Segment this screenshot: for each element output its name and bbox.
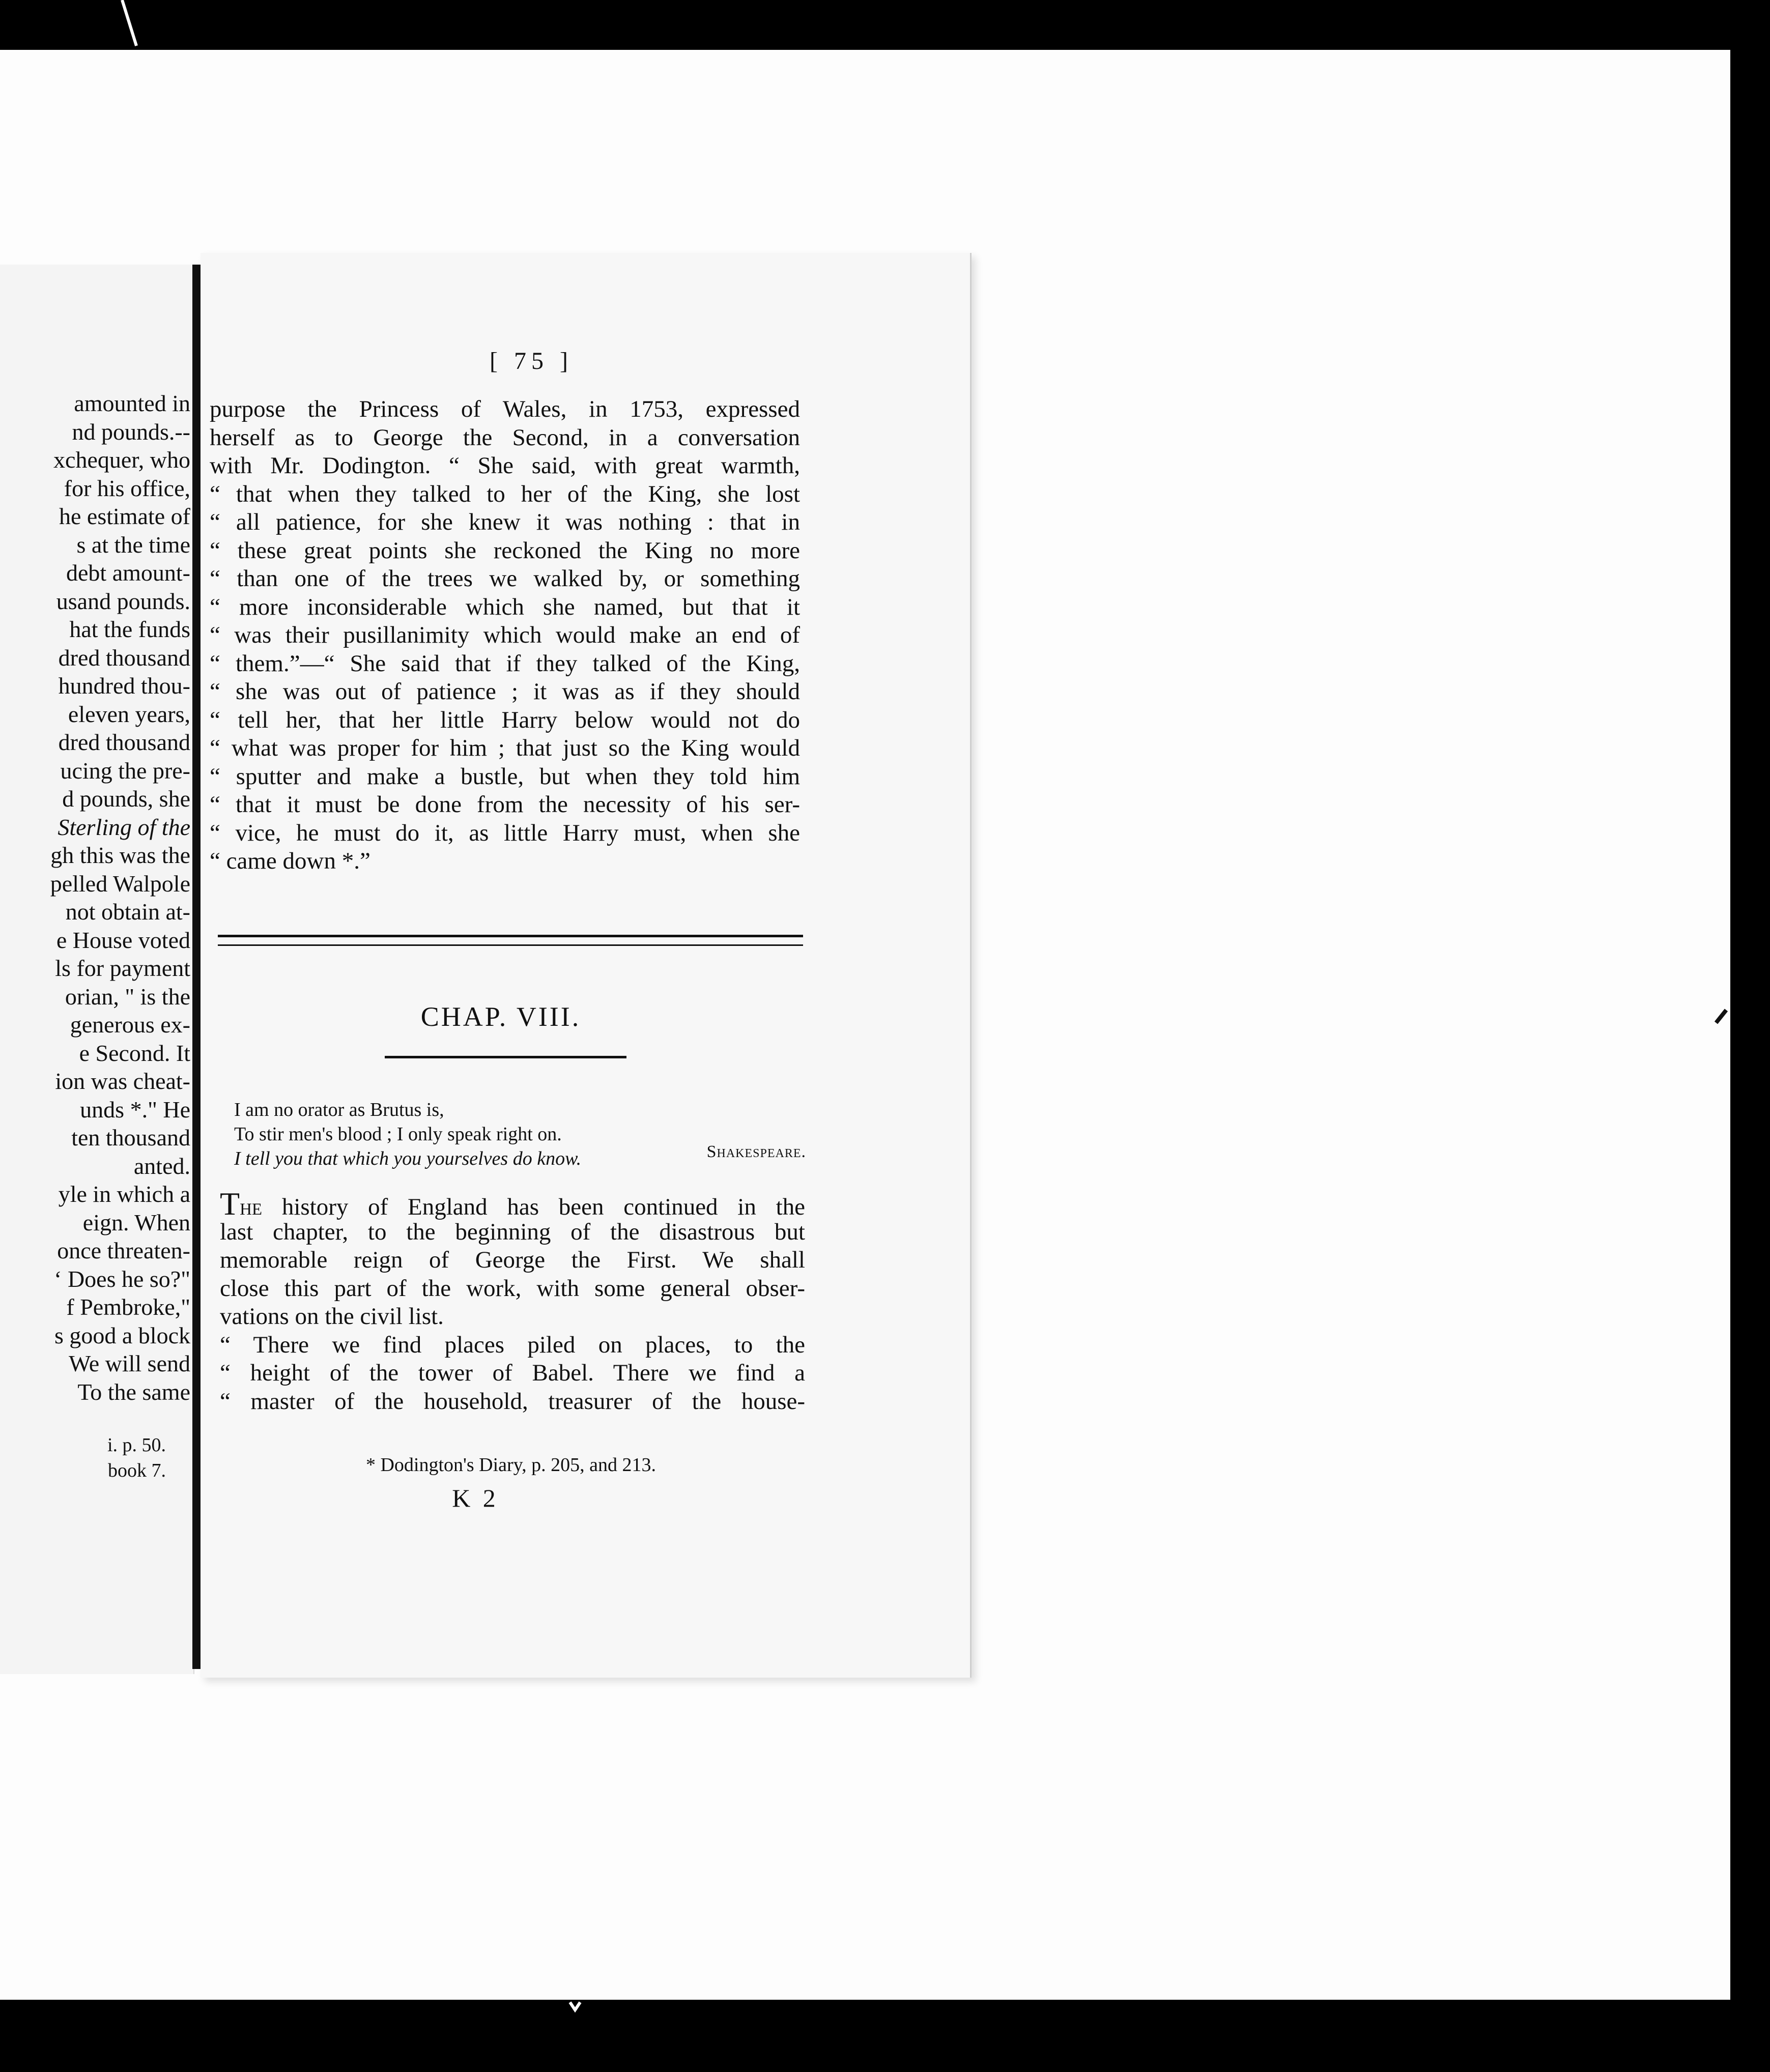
epigraph-line: To stir men's blood ; I only speak right on. bbox=[234, 1124, 562, 1145]
text-line: unds *." He bbox=[80, 1096, 190, 1123]
left-page-text bbox=[7, 389, 190, 1406]
text-line: gh this was the bbox=[50, 842, 190, 868]
footnote: * Dodington's Diary, p. 205, and 213. bbox=[365, 1454, 656, 1476]
text-line: “ was their pusillanimity which would make an end of bbox=[210, 622, 800, 648]
text-line: e House voted bbox=[56, 927, 190, 953]
chapter-text bbox=[220, 1186, 805, 1416]
text-line: ls for payment bbox=[55, 955, 190, 981]
text-line: generous ex- bbox=[70, 1012, 190, 1038]
text-line: “ she was out of patience ; it was as if they should bbox=[210, 678, 800, 705]
text-line: herself as to George the Second, in a conversation bbox=[210, 424, 800, 451]
text-line: for his office, bbox=[64, 475, 190, 501]
signature-mark: K 2 bbox=[452, 1484, 499, 1512]
epigraph-attribution: Shakespeare. bbox=[706, 1142, 806, 1161]
text-line: “ all patience, for she knew it was nothing : that in bbox=[210, 509, 800, 535]
text-line: e Second. It bbox=[79, 1040, 190, 1066]
text-line: ucing the pre- bbox=[60, 757, 190, 784]
text-line: last chapter, to the beginning of the disastrous but bbox=[220, 1218, 805, 1245]
text-line: “ sputter and make a bustle, but when they told him bbox=[210, 763, 800, 790]
text-line: eleven years, bbox=[68, 701, 190, 727]
text-line: dred thousand bbox=[58, 644, 190, 671]
small-caps-word: he bbox=[240, 1194, 263, 1220]
footnote-line: book 7. bbox=[108, 1460, 166, 1481]
right-page bbox=[201, 253, 972, 1678]
scan-border-top bbox=[0, 0, 1770, 50]
epigraph-line: I tell you that which you yourselves do know. bbox=[234, 1148, 582, 1169]
text-line: We will send bbox=[68, 1350, 190, 1376]
text-line: pelled Walpole bbox=[50, 870, 190, 897]
text-line: memorable reign of George the First. We shall bbox=[220, 1247, 805, 1273]
text-line: debt amount- bbox=[66, 560, 190, 586]
text-line: “ vice, he must do it, as little Harry must, when she bbox=[210, 819, 800, 846]
drop-cap: T bbox=[220, 1186, 240, 1222]
epigraph-line: I am no orator as Brutus is, bbox=[234, 1099, 444, 1120]
section-divider-rule bbox=[218, 935, 803, 946]
text-line: s good a block bbox=[54, 1322, 190, 1348]
text-line: “ tell her, that her little Harry below would not do bbox=[210, 706, 800, 733]
text-line: “ them.”—“ She said that if they talked of the King, bbox=[210, 650, 800, 677]
text-line: “ that it must be done from the necessity of his ser- bbox=[210, 791, 800, 818]
text-line: dred thousand bbox=[58, 729, 190, 755]
left-facing-page bbox=[0, 265, 194, 1674]
text-line: f Pembroke," bbox=[66, 1294, 190, 1320]
chapter-heading: CHAP. VIII. bbox=[420, 1001, 581, 1032]
text-line: “ height of the tower of Babel. There we find a bbox=[220, 1360, 805, 1386]
text-line: ten thousand bbox=[71, 1125, 190, 1150]
text-line: “ than one of the trees we walked by, or something bbox=[210, 565, 800, 592]
text-line: orian, " is the bbox=[65, 983, 190, 1010]
text-line: “ There we find places piled on places, to the bbox=[220, 1331, 805, 1358]
text-line: “ came down *.” bbox=[210, 848, 370, 874]
text-line: “ master of the household, treasurer of the house- bbox=[220, 1388, 805, 1415]
text-line bbox=[220, 1186, 805, 1222]
book-gutter bbox=[192, 265, 201, 1669]
text-line: “ more inconsiderable which she named, but that it bbox=[210, 593, 800, 620]
text-line: “ these great points she reckoned the King no more bbox=[210, 537, 800, 564]
text-line: amounted in bbox=[74, 390, 190, 416]
epigraph bbox=[234, 1098, 651, 1171]
text-line: ion was cheat- bbox=[55, 1068, 190, 1094]
text-line: purpose the Princess of Wales, in 1753, expressed bbox=[210, 396, 800, 422]
text-line: xchequer, who bbox=[53, 447, 190, 473]
text-line: usand pounds. bbox=[56, 588, 190, 614]
text-line: he estimate of bbox=[59, 503, 190, 529]
text-line: with Mr. Dodington. “ She said, with great warmth, bbox=[210, 452, 800, 479]
text-line: close this part of the work, with some general obser- bbox=[220, 1275, 805, 1302]
footnote-line: i. p. 50. bbox=[107, 1434, 166, 1456]
text-line: Sterling of the bbox=[58, 814, 190, 840]
text-line: ‘ Does he so?" bbox=[54, 1265, 190, 1292]
heading-rule bbox=[385, 1056, 626, 1058]
text-line: once threaten- bbox=[57, 1238, 190, 1263]
text-line: “ what was proper for him ; that just so the King would bbox=[210, 735, 800, 761]
scan-border-right bbox=[1730, 0, 1770, 2072]
text-line: eign. When bbox=[82, 1209, 190, 1235]
text-line: nd pounds.-- bbox=[72, 418, 190, 445]
text-line: not obtain at- bbox=[65, 899, 190, 925]
text-line: “ that when they talked to her of the King, she lost bbox=[210, 480, 800, 507]
text-line: vations on the civil list. bbox=[220, 1303, 444, 1330]
scan-border-bottom bbox=[0, 2000, 1770, 2072]
text-line: d pounds, she bbox=[62, 786, 190, 812]
text-span: history of England has been continued in the bbox=[262, 1194, 805, 1220]
text-line: hundred thou- bbox=[58, 673, 190, 699]
text-line: yle in which a bbox=[58, 1181, 190, 1207]
text-line: s at the time bbox=[76, 531, 190, 558]
left-page-footnotes bbox=[3, 1432, 166, 1483]
text-line: To the same bbox=[77, 1378, 190, 1405]
page-number: [ 75 ] bbox=[490, 348, 573, 375]
text-line: hat the funds bbox=[69, 616, 190, 642]
text-line: anted. bbox=[133, 1153, 190, 1179]
body-text bbox=[210, 395, 800, 876]
